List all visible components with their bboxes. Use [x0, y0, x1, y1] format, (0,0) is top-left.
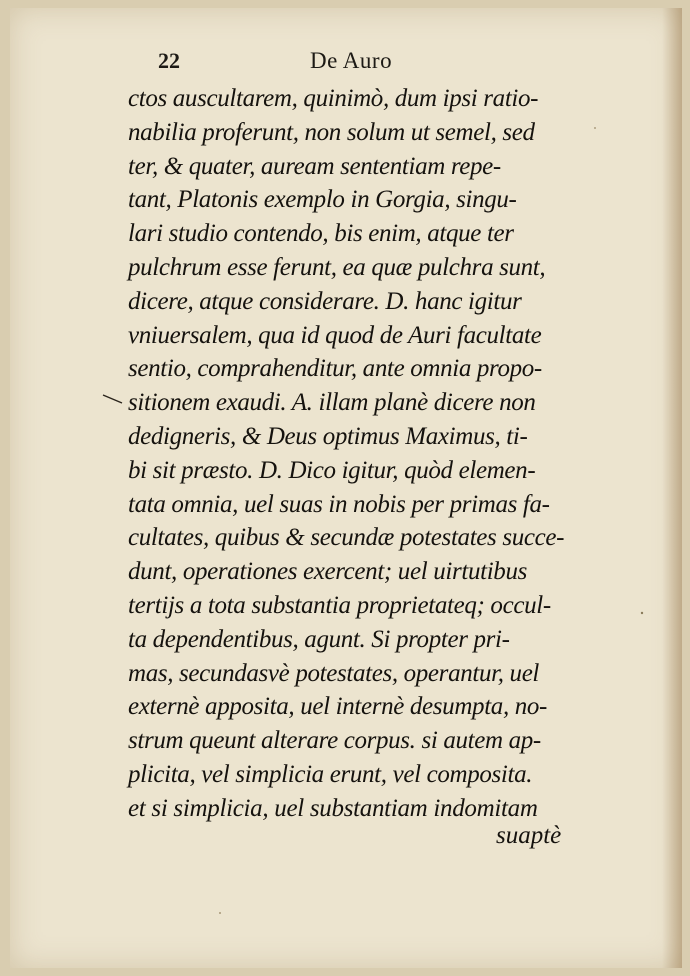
- text-line: externè apposita, uel internè desumpta, no-: [128, 693, 548, 721]
- page-number: 22: [158, 48, 180, 73]
- text-line: et si simplicia, uel substantiam indomitam: [128, 794, 538, 822]
- text-line: dedigneris, & Deus optimus Maximus, ti-: [128, 422, 528, 450]
- page-header: [10, 48, 682, 78]
- text-line: ter, & quater, auream sententiam repe-: [128, 152, 501, 180]
- text-line: ctos auscultarem, quinimò, dum ipsi ratio-: [128, 85, 539, 112]
- text-line: tertijs a tota substantia proprietateq; occul-: [128, 591, 551, 619]
- running-head: De Auro: [310, 48, 393, 73]
- text-line: vniuersalem, qua id quod de Auri facultate: [128, 321, 542, 349]
- text-line: dunt, operationes exercent; uel uirtutibus: [128, 558, 527, 586]
- text-line: sitionem exaudi. A. illam planè dicere non: [128, 389, 536, 417]
- page-edge-shadow: [662, 8, 682, 968]
- text-line: lari studio contendo, bis enim, atque ter: [128, 220, 514, 248]
- text-line: pulchrum esse ferunt, ea quæ pulchra sunt,: [128, 253, 546, 281]
- text-line: cultates, quibus & secundæ potestates succe-: [128, 524, 565, 552]
- body-text: [128, 82, 608, 826]
- text-line: mas, secundasvè potestates, operantur, uel: [128, 659, 540, 687]
- text-line: strum queunt alterare corpus. si autem ap-: [128, 727, 541, 755]
- text-line: bi sit præsto. D. Dico igitur, quòd elemen-: [128, 456, 536, 484]
- text-line: tant, Platonis exemplo in Gorgia, singu-: [128, 186, 517, 214]
- text-line: nabilia proferunt, non solum ut semel, sed: [128, 118, 535, 146]
- text-line: tata omnia, uel suas in nobis per primas fa-: [128, 490, 550, 518]
- text-line: plicita, vel simplicia erunt, vel composita.: [128, 760, 533, 788]
- catchword: suaptè: [496, 822, 562, 849]
- text-line: dicere, atque considerare. D. hanc igitur: [128, 287, 522, 315]
- text-line: ta dependentibus, agunt. Si propter pri-: [128, 625, 510, 653]
- book-page: [10, 8, 682, 968]
- text-line: sentio, comprahenditur, ante omnia propo-: [128, 355, 542, 383]
- margin-mark-icon: [102, 393, 124, 405]
